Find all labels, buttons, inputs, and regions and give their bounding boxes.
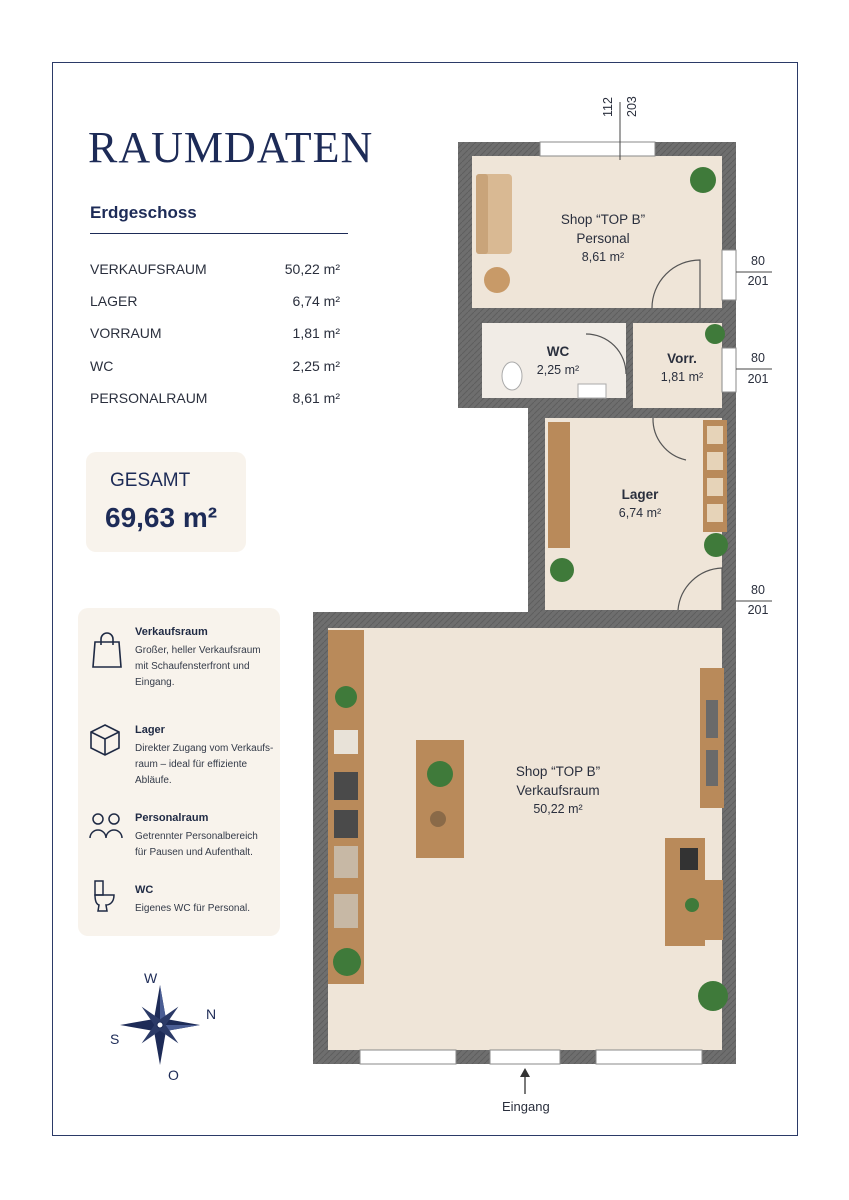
- page-title: RAUMDATEN: [88, 123, 374, 172]
- entrance-label: Eingang: [502, 1099, 550, 1114]
- side-table: [484, 267, 510, 293]
- window-front-1: [360, 1050, 456, 1064]
- label-area: 50,22 m²: [533, 802, 583, 816]
- compass-n: N: [206, 1006, 217, 1022]
- dim-right-3-top: 80: [751, 583, 765, 597]
- info-line: Abläufe.: [135, 775, 172, 786]
- lager-shelf-left: [548, 422, 570, 548]
- total-label: GESAMT: [110, 470, 191, 491]
- label-line: Personal: [576, 231, 630, 246]
- label-area: 2,25 m²: [536, 363, 580, 377]
- wall-shelf-left: [328, 630, 364, 984]
- info-title-verkaufsraum: Verkaufsraum: [135, 626, 208, 638]
- wall-personal-bottom-right: [700, 308, 722, 323]
- center-table: [416, 740, 464, 858]
- dim-right-1-bottom: 201: [747, 274, 769, 288]
- dim-right-2-bottom: 201: [747, 372, 769, 386]
- dim-right-3-bottom: 201: [747, 603, 769, 617]
- label-verkauf: [500, 762, 616, 819]
- dim-top-a: 112: [601, 97, 615, 117]
- room-name: PERSONALRAUM: [90, 390, 208, 406]
- label-lager: [605, 485, 675, 523]
- room-name: VERKAUFSRAUM: [90, 261, 207, 277]
- info-line: mit Schaufensterfront und: [135, 661, 250, 672]
- label-vorraum: [650, 349, 714, 387]
- compass-s: S: [110, 1031, 120, 1047]
- label-line: Lager: [621, 487, 659, 502]
- room-area: 2,25 m²: [292, 358, 340, 374]
- info-title-lager: Lager: [135, 724, 165, 736]
- label-line: Vorr.: [667, 351, 697, 366]
- dim-right-2-top: 80: [751, 351, 765, 365]
- info-line: Großer, heller Verkaufsraum: [135, 645, 261, 656]
- info-line: Getrennter Personalbereich: [135, 831, 258, 842]
- room-area: 6,74 m²: [292, 293, 340, 309]
- window-right-1: [722, 250, 736, 300]
- label-area: 8,61 m²: [581, 250, 625, 264]
- dim-top-b: 203: [625, 96, 639, 117]
- info-line: Eigenes WC für Personal.: [135, 903, 251, 914]
- label-area: 1,81 m²: [660, 370, 704, 384]
- floor-subtitle: Erdgeschoss: [90, 203, 197, 222]
- compass-w: W: [144, 970, 158, 986]
- window-top: [540, 142, 655, 156]
- toilet: [502, 362, 522, 390]
- wc-sink: [578, 384, 606, 398]
- room-name: WC: [90, 358, 114, 374]
- label-line: Shop “TOP B”: [560, 212, 646, 227]
- wall-personal-bottom: [472, 308, 642, 323]
- room-area: 8,61 m²: [292, 390, 340, 406]
- compass-o: O: [168, 1067, 179, 1083]
- label-personal: [548, 210, 658, 267]
- label-wc: [528, 342, 588, 380]
- window-right-2: [722, 348, 736, 392]
- dim-right-1-top: 80: [751, 254, 765, 268]
- wall-wc-bottom: [528, 398, 633, 418]
- info-line: für Pausen und Aufenthalt.: [135, 847, 253, 858]
- window-front-3: [490, 1050, 560, 1064]
- wall-vorr-bottom: [633, 408, 653, 418]
- wall-lager-bottom: [545, 610, 678, 628]
- room-area: 50,22 m²: [284, 261, 340, 277]
- room-area: 1,81 m²: [292, 325, 340, 341]
- info-title-personalraum: Personalraum: [135, 812, 209, 824]
- floor-verkauf: [328, 628, 722, 1050]
- room-name: LAGER: [90, 293, 138, 309]
- room-name: VORRAUM: [90, 325, 162, 341]
- label-line: Shop “TOP B”: [515, 764, 601, 779]
- wall-wc-left: [472, 323, 482, 408]
- wall-wc-vorr: [626, 323, 633, 408]
- label-line: Verkaufsraum: [516, 783, 600, 798]
- label-line: WC: [546, 344, 570, 359]
- label-area: 6,74 m²: [618, 506, 662, 520]
- total-value: 69,63 m²: [105, 502, 218, 533]
- info-line: Direkter Zugang vom Verkaufs-: [135, 743, 274, 754]
- info-line: raum – ideal für effiziente: [135, 759, 248, 770]
- window-front-2: [596, 1050, 702, 1064]
- info-title-wc: WC: [135, 884, 154, 896]
- info-line: Eingang.: [135, 677, 175, 688]
